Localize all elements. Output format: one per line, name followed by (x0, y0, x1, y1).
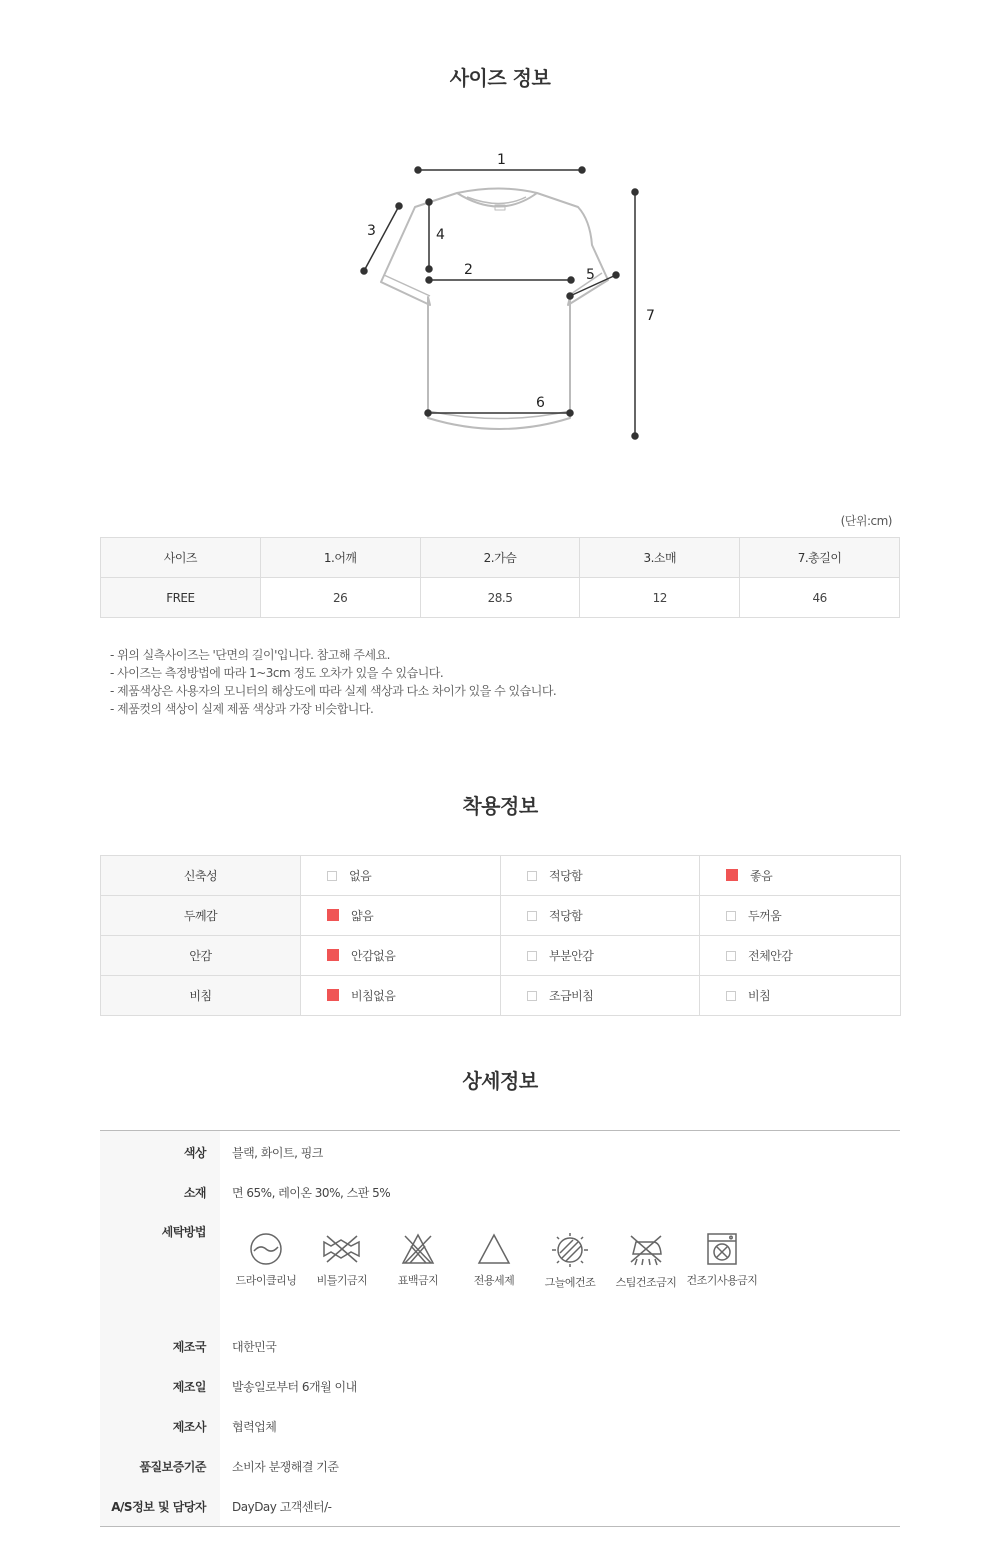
wear-option-label: 부분안감 (549, 949, 594, 963)
no-dryer-icon (704, 1232, 740, 1266)
size-value-cell: 28.5 (420, 578, 580, 618)
wear-option (700, 856, 901, 896)
size-value-cell: 12 (580, 578, 740, 618)
size-header-cell: 1.어깨 (260, 538, 420, 578)
wear-option-label: 비침 (748, 989, 771, 1003)
unchecked-box-icon (327, 871, 337, 881)
detail-section-title: 상세정보 (462, 1069, 538, 1093)
wear-option (700, 936, 901, 976)
size-header-cell: 3.소매 (580, 538, 740, 578)
unit-label: (단위:cm) (840, 514, 892, 528)
detail-label: 제조국 (172, 1340, 206, 1354)
wear-option (301, 976, 501, 1016)
size-table-row (101, 578, 900, 618)
diagram-label-4: 4 (436, 227, 445, 243)
detail-label: 소재 (183, 1186, 206, 1200)
no-wring-icon (321, 1232, 363, 1266)
diagram-label-3: 3 (367, 223, 376, 239)
size-table-header-row (101, 538, 900, 578)
checked-box-icon (327, 949, 339, 961)
wash-label: 전용세제 (473, 1274, 515, 1287)
wash-item (684, 1232, 760, 1288)
unchecked-box-icon (527, 871, 537, 881)
size-note: - 제품컷의 색상이 실제 제품 색상과 가장 비슷합니다. (110, 702, 374, 716)
checked-box-icon (327, 909, 339, 921)
wash-item (532, 1232, 608, 1290)
detail-label: 제조일 (172, 1380, 206, 1394)
unchecked-box-icon (726, 991, 736, 1001)
wear-row (101, 856, 901, 896)
wash-item (304, 1232, 380, 1288)
size-header-cell: 사이즈 (101, 538, 261, 578)
wear-row-label: 안감 (101, 936, 301, 976)
wear-option (501, 976, 700, 1016)
unchecked-box-icon (527, 991, 537, 1001)
checked-box-icon (327, 989, 339, 1001)
diagram-label-6: 6 (536, 395, 545, 411)
wear-row (101, 936, 901, 976)
wash-label: 그늘에건조 (544, 1276, 596, 1289)
wear-option (501, 856, 700, 896)
wear-row-label: 신축성 (101, 856, 301, 896)
detail-value: 대한민국 (232, 1340, 277, 1354)
wear-option-label: 없음 (349, 869, 372, 883)
wash-label: 비틀기금지 (316, 1274, 368, 1287)
wear-option-label: 얇음 (351, 909, 374, 923)
detail-label: A/S정보 및 담당자 (111, 1500, 206, 1514)
unchecked-box-icon (527, 951, 537, 961)
size-notes (110, 646, 556, 718)
wear-section-title: 착용정보 (462, 794, 538, 818)
detail-label: 품질보증기준 (139, 1460, 206, 1474)
wear-option-label: 적당함 (549, 909, 583, 923)
wear-row (101, 976, 901, 1016)
wear-row-label: 비침 (101, 976, 301, 1016)
detail-label: 제조사 (172, 1420, 206, 1434)
unchecked-box-icon (527, 911, 537, 921)
detail-label: 세탁방법 (161, 1225, 206, 1239)
wear-option (501, 936, 700, 976)
detail-table (100, 1130, 900, 1527)
no-steam-dry-icon (627, 1232, 665, 1268)
unchecked-box-icon (726, 951, 736, 961)
wear-row-label: 두께감 (101, 896, 301, 936)
detail-value: 소비자 분쟁해결 기준 (232, 1460, 339, 1474)
no-bleach-icon (400, 1232, 436, 1266)
diagram-label-7: 7 (646, 308, 655, 324)
wear-option-label: 비침없음 (351, 989, 396, 1003)
wash-item (228, 1232, 304, 1288)
size-note: - 위의 실측사이즈는 '단면의 길이'입니다. 참고해 주세요. (110, 648, 390, 662)
shade-dry-icon (550, 1232, 590, 1268)
detail-label: 색상 (183, 1146, 206, 1160)
dry-clean-icon (248, 1232, 284, 1266)
size-header-cell: 2.가슴 (420, 538, 580, 578)
size-header-cell: 7.총길이 (740, 538, 900, 578)
wear-option (700, 896, 901, 936)
detail-value: 면 65%, 레이온 30%, 스판 5% (232, 1186, 391, 1200)
wear-option-label: 적당함 (549, 869, 583, 883)
size-value-cell: 26 (260, 578, 420, 618)
wear-option (301, 856, 501, 896)
diagram-label-2: 2 (464, 262, 473, 278)
wear-option-label: 좋음 (750, 869, 773, 883)
wash-item (456, 1232, 532, 1288)
wear-option (700, 976, 901, 1016)
neutral-detergent-icon (476, 1232, 512, 1266)
wear-row (101, 896, 901, 936)
wear-option-label: 조금비침 (549, 989, 594, 1003)
size-value-cell: 46 (740, 578, 900, 618)
wash-label: 건조기사용금지 (686, 1274, 758, 1287)
size-note: - 제품색상은 사용자의 모니터의 해상도에 따라 실제 색상과 다소 차이가 있을 수 있습니다. (110, 684, 557, 698)
wash-item (608, 1232, 684, 1290)
wear-option-label: 안감없음 (351, 949, 396, 963)
wear-table (100, 855, 901, 1016)
detail-value: 블랙, 화이트, 핑크 (232, 1146, 323, 1160)
size-table (100, 537, 900, 618)
wash-label: 표백금지 (397, 1274, 439, 1287)
wear-option (501, 896, 700, 936)
diagram-label-1: 1 (497, 152, 506, 168)
detail-value: 발송일로부터 6개월 이내 (232, 1380, 357, 1394)
wash-label: 스팀건조금지 (615, 1276, 677, 1289)
wash-item (380, 1232, 456, 1288)
wear-option (301, 896, 501, 936)
size-name-cell: FREE (101, 578, 261, 618)
diagram-label-5: 5 (586, 267, 595, 283)
wear-option-label: 두꺼움 (748, 909, 782, 923)
wash-label: 드라이클리닝 (235, 1274, 297, 1287)
wear-option-label: 전체안감 (748, 949, 793, 963)
wear-option (301, 936, 501, 976)
size-section-title: 사이즈 정보 (449, 66, 551, 90)
detail-value: DayDay 고객센터/- (232, 1500, 332, 1514)
detail-value: 협력업체 (232, 1420, 277, 1434)
tshirt-size-diagram (340, 140, 670, 450)
unchecked-box-icon (726, 911, 736, 921)
checked-box-icon (726, 869, 738, 881)
size-note: - 사이즈는 측정방법에 따라 1~3cm 정도 오차가 있을 수 있습니다. (110, 666, 444, 680)
